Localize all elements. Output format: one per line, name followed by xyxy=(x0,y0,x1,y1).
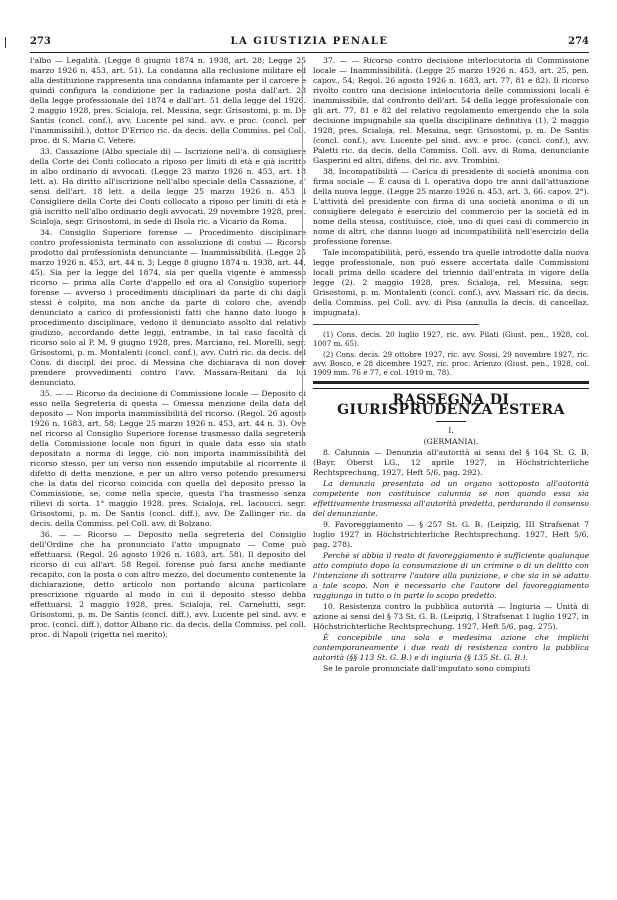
entry-35: 35. — — Ricorso da decisione di Commissione locale — Deposito di esso nella Segreteria di questa — Omessa menzione della data del deposito — Non importa inammissibilità del ricorso. (Regol. 26 agosto 1926 n. 1683, art. 58; Legge 25 marzo 1926 n. 453, art. 44 n. 3). Ove nel ricorso al Consiglio Superiore forense trasmesso dalla segreteria della Commissione locale non figuri in quale data esso sia stato depositato a norma di legge, ciò non importa inammissibilità del ricorso stesso, per un verso non essendo imputabile al ricorrente il difetto di detta menzione, e per un altro verso potendo presumersi che la data del ricorso coincida con quella del deposito presso la Commissione, se, come nella specie, questa l'ha trasmesso senza rilievi di sorta. 1° maggio 1928. pres. Scialoja, rel. Iacoucci. segr. Grisostomi, p. m. De Santis (concl. diff.), avv. De Zallinger ric. da decis. della Commiss. pel Coll. avv. di Bolzano. xyxy=(30,389,306,528)
page-header xyxy=(30,36,589,50)
footnote-1: (1) Cons. decis. 20 luglio 1927, ric. avv. Pilati (Giust. pen., 1928, col. 1007 m. 65). xyxy=(313,330,589,349)
footnote-separator xyxy=(313,324,479,325)
foreign-entry-9-body: Perchè si abbia il reato di favoreggiamento è sufficiente qualunque atto compiuto dopo la consumazione di un crimine o di un delitto con l'intenzione di sottrarre l'autore alla punizione, e che sia in sè adatto a tale scopo. Non è necessario che l'autore del favoreggiamento raggiunga in tutto o in parte lo scopo predetto. xyxy=(313,551,589,601)
foreign-entry-9-head: 9. Favoreggiamento — § 257 St. G. B. (Leipzig, III Strafsenat 7 luglio 1927 in Höchstrichterliche Rechtsprechung. 1927, Heft 5/6, pag. 278). xyxy=(313,520,589,550)
entry-32-continued: l'albo — Legalità. (Legge 8 giugno 1874 n. 1938, art. 28; Legge 25 marzo 1926 n. 453, art. 51). La condanna alla reclusione militare ed alla destituzione rappresenta una condanna infamante per il carcere e quindi configura la condizione per la radiazione posta dall'art. 28 della legge professionale del 1874 e dall'art. 51 della legge del 1926. 2 maggio 1928, pres. Scialoja, rel. Messina, segr. Grisostomi, p. m. De Santis (concl. conf.), avv. Lucente pel sind. avv. e proc. (concl. per l'inammissibil.), dottor D'Errico ric. da decis. della Commiss. pel Coll. proc. di S. Maria C. Vetere. xyxy=(30,56,306,145)
column-divider xyxy=(302,62,303,442)
left-column xyxy=(30,56,306,641)
section-title: RASSEGNA DI GIURISPRUDENZA ESTERA xyxy=(337,392,565,419)
foreign-entry-10-head: 10. Resistenza contro la pubblica autorità — Ingiuria — Unità di azione ai sensi del § 73 St. G. B. (Leipzig, I Strafsenat 1 luglio 1927, in Höchstrichterliche Rechtsprechung. 1927, Heft 5/6, pag. 275). xyxy=(313,602,589,632)
footnote-2: (2) Cons. decis. 29 ottobre 1927, ric. avv. Sossi, 29 novembre 1927, ric. avv. Bosco, e 28 dicembre 1927, ric. proc. Arienzo (Giust. pen., 1928, col. 1909 mm. 76 e 77, e col. 1910 m. 78). xyxy=(313,349,589,378)
section-rule xyxy=(313,381,589,389)
section-country: (GERMANIA). xyxy=(423,437,479,447)
entry-38: 38. Incompatibilità — Carica di presidente di società anonima con firma sociale — È causa di I. operativa dopo tre anni dall'attuazione della nuova legge. (Legge 25 marzo 1926 n. 453, art. 3, 66. capov. 2°). L'attività del presidente con firma di una società anonima o di un consigliere delegato è esercizio del commercio per la società ed in nome della stessa, costituisce, cioè, uno di quei casi di commercio in nome di altri, che danno luogo ad incompatibilità nell'esercizio della professione forense. xyxy=(313,167,589,246)
section-roman: I. xyxy=(448,426,454,436)
entry-38-continued: Tale incompatibilità, però, essendo tra quelle introdotte dalla nuova legge professionale, non può essere accertata dalle Commissioni locali prima dello scadere del triennio dall'entrata in vigore della legge (2). 2 maggio 1928, pres. Scialoja, rel. Messina, segr. Grisostomi, p. m. Montalenti (concl. conf.), avv. Massari ric. da decis. della Commiss. pel Coll. avv. di Pisa (annulla la decis. di cancellaz. impugnata). xyxy=(313,248,589,317)
left-page-number: 273 xyxy=(30,36,51,47)
header-rule xyxy=(30,52,589,53)
foreign-entry-8-body: La denunzia presentata ad un organo sottoposto all'autorità competente non costituisce calunnia se non quando essa sia effettivamente trasmessa all'autorità predetta, perdurando il consenso del denunziante. xyxy=(313,479,589,519)
foreign-entry-10-tail: Se le parole pronunciate dall'imputato sono compiuti xyxy=(323,664,531,674)
right-page-number: 274 xyxy=(568,36,589,47)
entry-33: 33. Cassazione (Albo speciale di) — Iscrizione nell'a. di consigliere della Corte dei Conti collocato a riposo per limiti di età e già iscritto in albo ordinario di avvocati. (Legge 23 marzo 1926 n. 453, art. 18 lett. a). Ha diritto all'iscrizione nell'albo speciale della Cassazione, a' sensi dell'art. 18 lett. a della legge 25 marzo 1926 n. 453 il Consigliere della Corte dei Conti collocato a riposo per limiti di età e già iscritto nell'albo ordinario degli avvocati. 29 novembre 1928, pres. Scialoja, segr. Grisostomi, in sede di Ilsola ric. a Vicario da Roma. xyxy=(30,147,306,226)
entry-34: 34. Consiglio Superiore forense — Procedimento disciplinare contro professionista terminato con assoluzione di costui — Ricorso prodotto dal professionista denunciante — Inammissibilità. (Legge 25 marzo 1926 n. 453, art. 44 n. 3; Legge 8 giugno 1874 n. 1938, art. 44, 45). Sia per la legge del 1874, sia per quella vigente è ammesso ricorso — prima alla Corte d'appello ed ora al Consiglio superiore forense — avverso i procedimenti disciplinari da parte di chi dagli stessi è colpito, ma non anche da parte di coloro che, avendo denunciato a carico di professionisti fatti che hanno dato luogo a procedimento disciplinare, vedono il denunciato assolto dal relativo giudizio, accordando dette leggi, entrambe, in tal caso facoltà di ricorso solo al P. M. 9 giugno 1928, pres. Marciano, rel. Morelli, segr. Grisostomi, p. m. Montalenti (concl. conf.), avv. Cutrì ric. da decis. del Cons. di discipl. dei proc. di Messina che dichiarava di non dover prendere provvedimenti contro l'avv. Massara-Reitani da lui denunciato. xyxy=(30,228,306,387)
binding-mark xyxy=(5,37,6,48)
journal-title: LA GIUSTIZIA PENALE xyxy=(230,36,389,47)
entry-37: 37. — — Ricorso contro decisione interlocutoria di Commissione locale — Inammissibilità. (Legge 25 marzo 1926 n. 453, art. 25, pen. capov., 54; Regol. 26 agosto 1926 n. 1683, art. 77, 81 e 82). Il ricorso rivolto contro una decisione intelocutoria delle commissioni locali è inammissibile, dal confronto dell'art. 54 della legge professionale con gli art. 77, 81 e 82 del relativo regolamento emergendo che la sola decisione impugnabile sia quella disciplinare definitiva (1). 2 maggio 1928, pres. Scialoja, rel. Messina, segr. Grisostomi, p. m. De Santis (concl. conf.), avv. Lucente pel sind. avv. e proc. (concl. conf.), avv. Paletti ric. da decis. della Commiss. Coll. avv. di Roma, denunciante Gasperini ed altri, difens. del ric. avv. Trombini. xyxy=(313,56,589,165)
foreign-entry-8-head: 8. Calunnia — Denunzia all'autorità ai sensi del § 164 St. G. B. (Bayr. Oberst LG., 12 aprile 1927, in Höchstrichterliche Rechtsprechung, 1927, Heft 5/6, pag. 292). xyxy=(313,448,589,478)
right-column xyxy=(313,56,589,675)
foreign-entry-10-body: È concepibile una sola e medesima azione che implichi contemporaneamente i due reati di resistenza contro la pubblica autorità (§§ 113 St. G. B.) e di ingiuria (§ 135 St. G. B.). xyxy=(313,633,589,663)
entry-36: 36. — — Ricorso — Deposito nella segreteria del Consiglio dell'Ordine che ha pronunciato l'atto impugnato — Come può effettuarsi. (Regol. 26 agosto 1926 n. 1683, art. 58). Il deposito del ricorso di cui all'art. 58 Regol. forense può farsi anche mediante recapito, con la posta o con altro mezzo, del documento contenente la dichiarazione, detto articolo non portando alcuna particolare prescrizione riguardo al modo in cui il deposito stesso debba effettuarsi. 2 maggio 1928, pres. Scialoja, rel. Carnelutti, segr. Grisostomi, p. m. De Santis (concl. diff.), avv. Lucente pel sind. avv. e proc. (concl. diff.), dottor Albano ric. da decis. della Commiss. pel coll. proc. di Napoli (rigetta nel merito). xyxy=(30,530,306,639)
section-subrule xyxy=(436,421,466,422)
